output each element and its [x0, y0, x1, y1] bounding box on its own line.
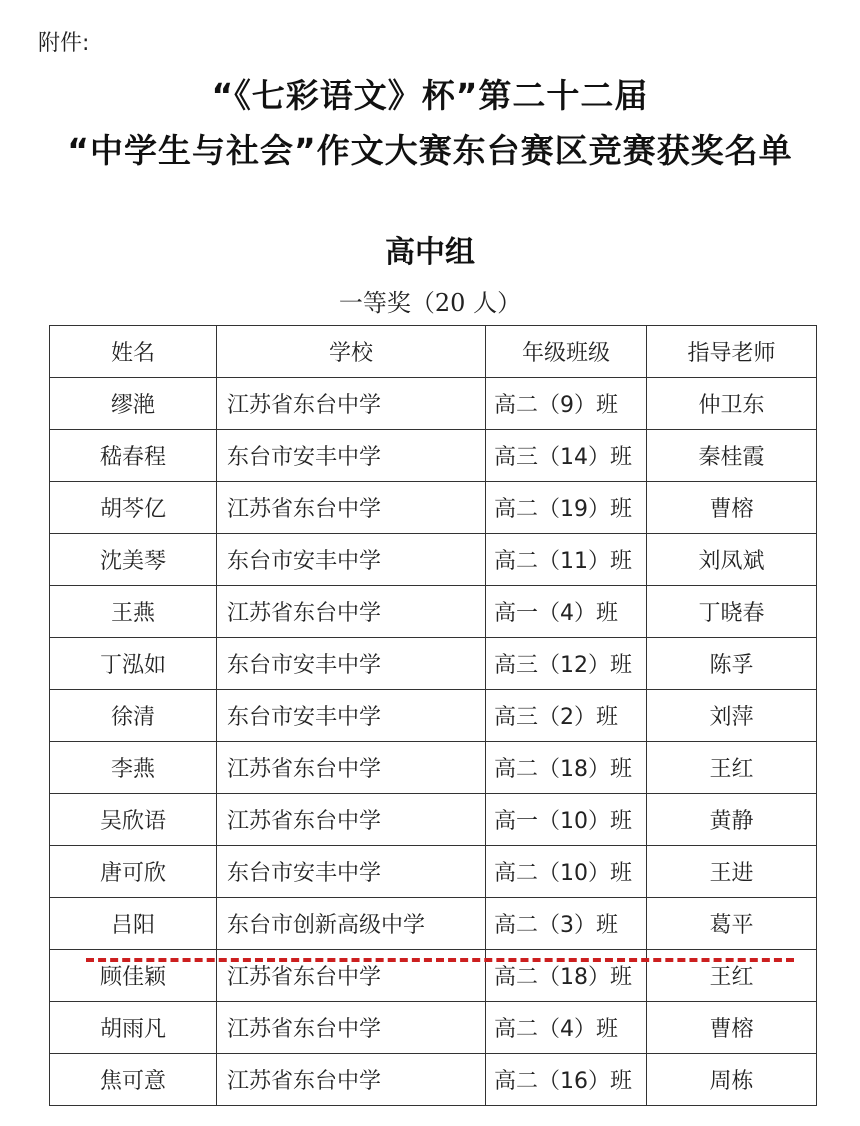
cell-grade: 高三（14）班	[486, 430, 647, 482]
table-row	[50, 898, 817, 950]
document-title-line1: “《七彩语文》杯”第二十二届	[211, 76, 649, 115]
cell-name: 吴欣语	[50, 794, 217, 846]
column-header-name: 姓名	[50, 326, 217, 378]
table-row	[50, 742, 817, 794]
cell-teacher: 丁晓春	[647, 586, 817, 638]
cell-grade: 高二（9）班	[486, 378, 647, 430]
column-header-teacher: 指导老师	[647, 326, 817, 378]
column-header-school: 学校	[217, 326, 486, 378]
cell-school: 江苏省东台中学	[217, 794, 486, 846]
cell-grade: 高一（10）班	[486, 794, 647, 846]
cell-grade: 高一（4）班	[486, 586, 647, 638]
cell-school: 江苏省东台中学	[217, 378, 486, 430]
group-heading: 高中组	[385, 235, 475, 270]
table-header-row	[50, 326, 817, 378]
cell-teacher: 葛平	[647, 898, 817, 950]
table-row	[50, 534, 817, 586]
cell-grade: 高三（12）班	[486, 638, 647, 690]
cell-teacher: 王进	[647, 846, 817, 898]
cell-school: 东台市安丰中学	[217, 430, 486, 482]
attachment-label: 附件:	[38, 31, 90, 56]
cell-name: 李燕	[50, 742, 217, 794]
cell-name: 吕阳	[50, 898, 217, 950]
cell-name: 唐可欣	[50, 846, 217, 898]
cell-grade: 高二（18）班	[486, 742, 647, 794]
cell-teacher: 仲卫东	[647, 378, 817, 430]
cell-school: 东台市创新高级中学	[217, 898, 486, 950]
winners-table	[49, 325, 817, 1106]
table-row	[50, 1054, 817, 1106]
cell-teacher: 刘萍	[647, 690, 817, 742]
cell-school: 江苏省东台中学	[217, 742, 486, 794]
cell-school: 江苏省东台中学	[217, 1054, 486, 1106]
cell-teacher: 周栋	[647, 1054, 817, 1106]
cell-grade: 高二（10）班	[486, 846, 647, 898]
cell-grade: 高二（4）班	[486, 1002, 647, 1054]
cell-teacher: 曹榕	[647, 482, 817, 534]
cell-teacher: 刘凤斌	[647, 534, 817, 586]
table-row	[50, 690, 817, 742]
table-row	[50, 378, 817, 430]
cell-name: 王燕	[50, 586, 217, 638]
cell-school: 江苏省东台中学	[217, 950, 486, 1002]
cell-teacher: 王红	[647, 742, 817, 794]
cell-teacher: 陈孚	[647, 638, 817, 690]
red-dashed-cutoff-line	[86, 958, 794, 962]
cell-grade: 高二（11）班	[486, 534, 647, 586]
cell-name: 沈美琴	[50, 534, 217, 586]
cell-teacher: 王红	[647, 950, 817, 1002]
cell-name: 胡芩亿	[50, 482, 217, 534]
cell-school: 东台市安丰中学	[217, 846, 486, 898]
document-title-line2: “中学生与社会”作文大赛东台赛区竞赛获奖名单	[67, 131, 793, 170]
cell-name: 缪滟	[50, 378, 217, 430]
table-row	[50, 638, 817, 690]
cell-grade: 高二（19）班	[486, 482, 647, 534]
cell-grade: 高二（3）班	[486, 898, 647, 950]
cell-name: 徐清	[50, 690, 217, 742]
cell-name: 嵇春程	[50, 430, 217, 482]
cell-teacher: 黄静	[647, 794, 817, 846]
cell-grade: 高三（2）班	[486, 690, 647, 742]
table-row	[50, 430, 817, 482]
table-row	[50, 586, 817, 638]
cell-name: 丁泓如	[50, 638, 217, 690]
cell-school: 东台市安丰中学	[217, 690, 486, 742]
cell-name: 顾佳颖	[50, 950, 217, 1002]
table-row	[50, 1002, 817, 1054]
cell-name: 焦可意	[50, 1054, 217, 1106]
cell-school: 东台市安丰中学	[217, 638, 486, 690]
table-row	[50, 794, 817, 846]
cell-school: 江苏省东台中学	[217, 482, 486, 534]
column-header-grade: 年级班级	[486, 326, 647, 378]
cell-grade: 高二（18）班	[486, 950, 647, 1002]
table-row	[50, 846, 817, 898]
cell-grade: 高二（16）班	[486, 1054, 647, 1106]
table-row	[50, 482, 817, 534]
cell-school: 江苏省东台中学	[217, 586, 486, 638]
cell-teacher: 曹榕	[647, 1002, 817, 1054]
cell-school: 东台市安丰中学	[217, 534, 486, 586]
cell-school: 江苏省东台中学	[217, 1002, 486, 1054]
award-heading: 一等奖（20 人）	[338, 289, 522, 317]
cell-name: 胡雨凡	[50, 1002, 217, 1054]
cell-teacher: 秦桂霞	[647, 430, 817, 482]
